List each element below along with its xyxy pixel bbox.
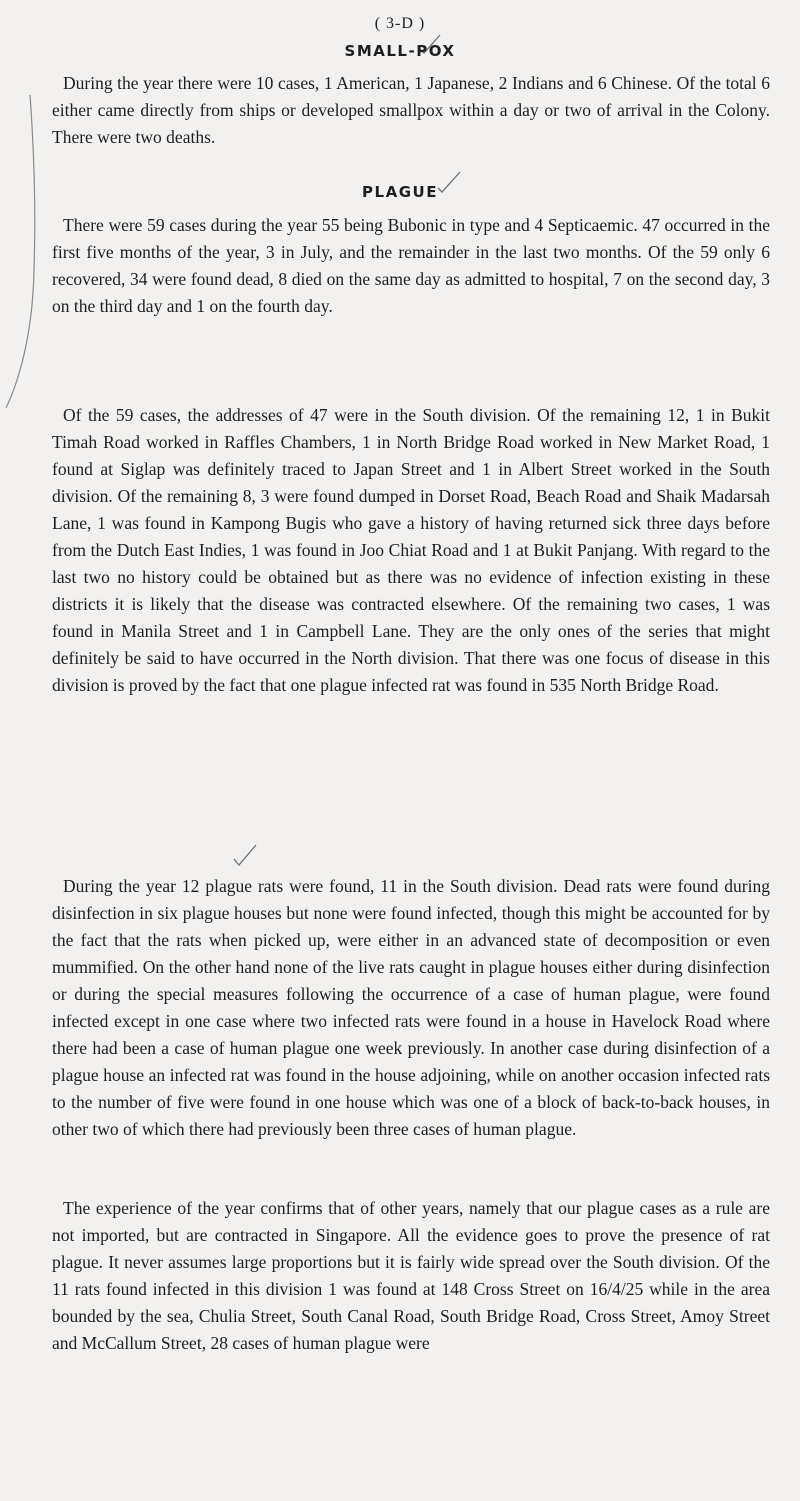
section-heading-smallpox: SMALL-POX [344,42,456,60]
margin-pencil-mark [0,90,40,410]
plague-paragraph-cases: There were 59 cases during the year 55 being Bubonic in type and 4 Septicaemic. 47 occurred in the first five months of the year, 3 in July, and the remainder in the last two months. Of the 59 only 6 recovered, 34 were found dead, 8 died on the same day as admitted to hospital, 7 on the second day, 3 on the third day and 1 on the fourth day. [52,215,770,316]
page-number: ( 3-D ) [374,15,426,32]
plague-paragraph-experience: The experience of the year confirms that of other years, namely that our plague cases as a rule are not imported, but are contracted in Singapore. All the evidence goes to prove the presence of rat plague. It never assumes large proportions but it is fairly wide spread over the South division. Of the 11 rats found infected in this division 1 was found at 148 Cross Street on 16/4/25 while in the area bounded by the sea, Chulia Street, South Canal Road, South Bridge Road, Cross Street, Amoy Street and McCallum Street, 28 cases of human plague were [52,1198,770,1353]
section-heading-plague: PLAGUE [362,183,438,201]
smallpox-paragraph: During the year there were 10 cases, 1 American, 1 Japanese, 2 Indians and 6 Chinese. Of the total 6 either came directly from ships or developed smallpox within a day or two of arrival in the Colony. There were two deaths. [52,73,770,147]
check-mark-icon [232,843,258,867]
plague-paragraph-addresses: Of the 59 cases, the addresses of 47 were in the South division. Of the remaining 12, 1 in Bukit Timah Road worked in Raffles Chambers, 1 in North Bridge Road worked in New Market Road, 1 found at Siglap was definitely traced to Japan Street and 1 in Albert Street worked in the South division. Of the remaining 8, 3 were found dumped in Dorset Road, Beach Road and Shaik Madarsah Lane, 1 was found in Kampong Bugis who gave a history of having returned sick three days before from the Dutch East Indies, 1 was found in Joo Chiat Road and 1 at Bukit Panjang. With regard to the last two no history could be obtained but as there was no evidence of infection existing in these districts it is likely that the disease was contracted elsewhere. Of the remaining two cases, 1 was found in Manila Street and 1 in Campbell Lane. They are the only ones of the series that might definitely be said to have occurred in the North division. That there was one focus of disease in this division is proved by the fact that one plague infected rat was found in 535 North Bridge Road. [52,405,770,695]
plague-paragraph-rats: During the year 12 plague rats were found, 11 in the South division. Dead rats were found during disinfection in six plague houses but none were found infected, though this might be accounted for by the fact that the rats when picked up, were either in an advanced state of decomposition or even mummified. On the other hand none of the live rats caught in plague houses either during disinfection or during the special measures following the occurrence of a case of human plague, were found infected except in one case where two infected rats were found in a house in Havelock Road where there had been a case of human plague one week previously. In another case during disinfection of a plague house an infected rat was found in the house adjoining, while on another occasion infected rats to the number of five were found in one house which was one of a block of back-to-back houses, in other two of which there had previously been three cases of human plague. [52,876,770,1139]
